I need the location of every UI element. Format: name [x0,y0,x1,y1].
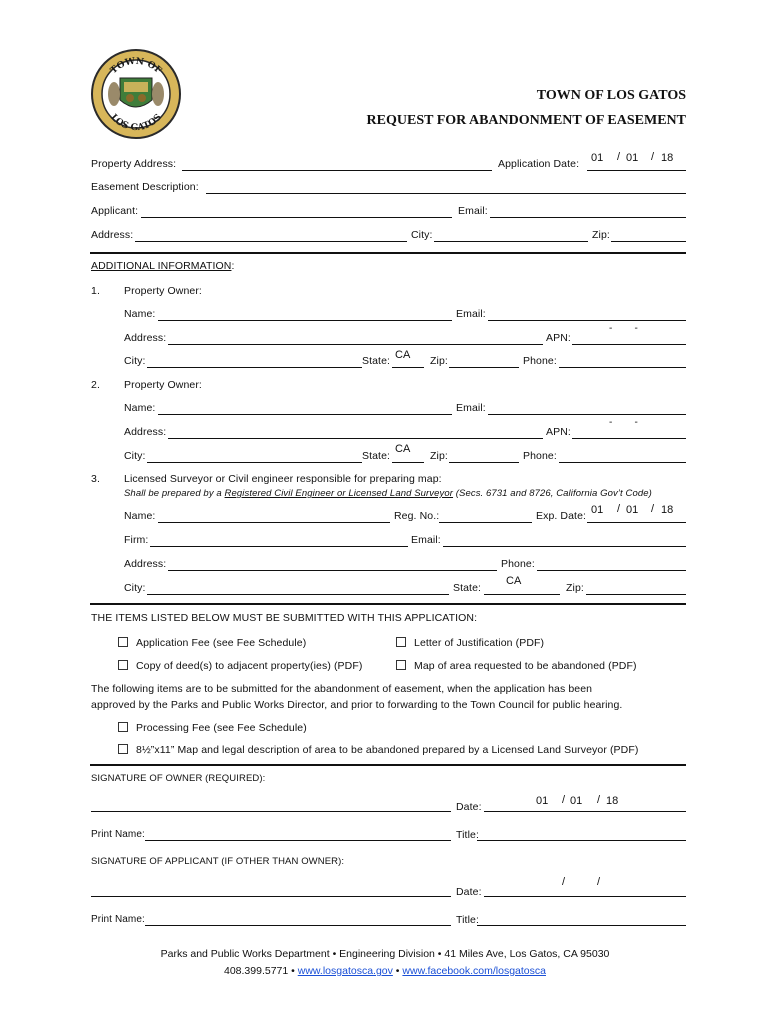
checklist-item[interactable]: Application Fee (see Fee Schedule) [118,637,306,649]
checklist-item[interactable]: 8½”x11” Map and legal description of area to be abandoned prepared by a Licensed Land Surveyor (PDF) [118,744,638,756]
owner-print-name-label: Print Name: [91,829,145,840]
application-date-field[interactable] [587,170,686,171]
section-divider [90,764,686,766]
checkbox[interactable] [396,637,406,647]
surveyor-reg-label: Reg. No.: [394,510,440,522]
surveyor-zip-label: Zip: [566,582,584,594]
owner1-name-label: Name: [124,308,156,320]
date-slash: / [597,876,601,888]
owner-title-label: Title: [456,829,479,841]
owner1-phone-field[interactable] [559,367,686,368]
date-slash: / [651,503,655,515]
applicant-title-field[interactable] [477,925,686,926]
seal-top-text: TOWN OF [108,56,164,77]
surveyor-address-field[interactable] [168,570,497,571]
date-slash: / [651,151,655,163]
page-title: TOWN OF LOS GATOS [536,88,686,103]
surveyor-number: 3. [91,473,100,485]
surveyor-city-label: City: [124,582,146,594]
surveyor-state-label: State: [453,582,482,594]
owner2-apn-dashes: - - [609,417,638,428]
applicant-city-field[interactable] [434,241,588,242]
date-slash: / [562,794,566,806]
surveyor-exp-day: 01 [626,504,639,516]
date-slash: / [617,503,621,515]
applicant-city-label: City: [411,229,433,241]
surveyor-firm-label: Firm: [124,534,149,546]
additional-info-heading: ADDITIONAL INFORMATION: [91,260,235,272]
checkbox[interactable] [118,744,128,754]
owner-title-field[interactable] [477,840,686,841]
owner2-apn-label: APN: [546,426,571,438]
applicant-print-name-field[interactable] [145,925,451,926]
footer-phone: 408.399.5771 [224,965,289,977]
surveyor-exp-month: 01 [591,504,604,516]
checklist-item[interactable]: Map of area requested to be abandoned (PDF) [396,660,637,672]
application-date-day: 01 [626,152,639,164]
applicant-signature-field[interactable] [91,896,451,897]
seal-bottom-text: LOS GATOS [108,112,164,134]
checkbox[interactable] [118,660,128,670]
owner2-zip-label: Zip: [430,450,448,462]
applicant-field[interactable] [141,217,452,218]
checklist-item[interactable]: Copy of deed(s) to adjacent property(ies) (PDF) [118,660,362,672]
surveyor-name-label: Name: [124,510,156,522]
surveyor-city-field[interactable] [147,594,449,595]
owner-signature-field[interactable] [91,811,451,812]
owner1-apn-label: APN: [546,332,571,344]
checkbox[interactable] [118,722,128,732]
owner2-address-label: Address: [124,426,167,438]
applicant-print-name-label: Print Name: [91,914,145,925]
applicant-zip-label: Zip: [592,229,610,241]
application-date-label: Application Date: [498,158,580,170]
owner2-state-field[interactable] [392,462,424,463]
surveyor-phone-label: Phone: [501,558,535,570]
surveyor-reg-field[interactable] [439,522,532,523]
property-address-field[interactable] [182,170,492,171]
owner1-email-label: Email: [456,308,486,320]
owner2-phone-field[interactable] [559,462,686,463]
owner2-name-field[interactable] [158,414,452,415]
owner2-zip-field[interactable] [449,462,519,463]
items-heading: THE ITEMS LISTED BELOW MUST BE SUBMITTED WITH THIS APPLICATION: [91,612,478,624]
surveyor-state-field[interactable] [484,594,560,595]
applicant-signature-heading: SIGNATURE OF APPLICANT (IF OTHER THAN OWNER): [91,856,345,867]
surveyor-email-field[interactable] [443,546,686,547]
owner2-name-label: Name: [124,402,156,414]
surveyor-exp-year: 18 [661,504,674,516]
applicant-label: Applicant: [91,205,139,217]
owner1-city-label: City: [124,355,146,367]
section-divider [90,603,686,605]
owner1-state-field[interactable] [392,367,424,368]
surveyor-exp-label: Exp. Date: [536,510,587,522]
surveyor-exp-field[interactable] [587,522,686,523]
application-date-month: 01 [591,152,604,164]
owner1-title: Property Owner: [124,285,202,297]
owner2-address-field[interactable] [168,438,543,439]
surveyor-firm-field[interactable] [150,546,408,547]
owner-date-year: 18 [606,795,619,807]
owner2-state-value: CA [395,443,411,455]
checkbox[interactable] [396,660,406,670]
owner1-state-value: CA [395,349,411,361]
surveyor-title: Licensed Surveyor or Civil engineer responsible for preparing map: [124,473,442,485]
section-divider [90,252,686,254]
owner2-city-label: City: [124,450,146,462]
instructions-line-2: approved by the Parks and Public Works Director, and prior to forwarding to the Town Council for public hearing. [91,699,623,711]
surveyor-name-field[interactable] [158,522,390,523]
owner2-state-label: State: [362,450,391,462]
applicant-date-field[interactable] [484,896,686,897]
owner-date-month: 01 [536,795,549,807]
owner1-apn-dashes: - - [609,323,638,334]
owner-date-label: Date: [456,801,482,813]
applicant-zip-field[interactable] [611,241,686,242]
owner1-zip-field[interactable] [449,367,519,368]
owner2-email-field[interactable] [488,414,686,415]
surveyor-zip-field[interactable] [586,594,686,595]
application-date-year: 18 [661,152,674,164]
property-address-label: Property Address: [91,158,177,170]
owner1-name-field[interactable] [158,320,452,321]
owner2-city-field[interactable] [147,462,362,463]
owner1-email-field[interactable] [488,320,686,321]
surveyor-phone-field[interactable] [537,570,686,571]
owner1-phone-label: Phone: [523,355,557,367]
owner1-zip-label: Zip: [430,355,448,367]
owner2-number: 2. [91,379,100,391]
owner2-email-label: Email: [456,402,486,414]
owner1-address-label: Address: [124,332,167,344]
footer-contact: 408.399.5771 • www.losgatosca.gov • www.facebook.com/losgatosca [224,965,546,977]
owner2-apn-field[interactable] [572,438,686,439]
footer-address: Parks and Public Works Department • Engineering Division • 41 Miles Ave, Los Gatos, CA 95030 [160,948,610,960]
checklist-item[interactable]: Processing Fee (see Fee Schedule) [118,722,307,734]
easement-description-label: Easement Description: [91,181,199,193]
surveyor-state-value: CA [506,575,522,587]
applicant-email-label: Email: [458,205,488,217]
owner1-city-field[interactable] [147,367,362,368]
owner1-number: 1. [91,285,100,297]
surveyor-address-label: Address: [124,558,167,570]
surveyor-email-label: Email: [411,534,441,546]
easement-description-field[interactable] [206,193,686,194]
owner-date-day: 01 [570,795,583,807]
date-slash: / [597,794,601,806]
owner-date-field[interactable] [484,811,686,812]
date-slash: / [562,876,566,888]
applicant-address-label: Address: [91,229,134,241]
checklist-item[interactable]: Letter of Justification (PDF) [396,637,544,649]
owner2-phone-label: Phone: [523,450,557,462]
checkbox[interactable] [118,637,128,647]
website-link[interactable]: www.losgatosca.gov [297,965,393,977]
applicant-title-label: Title: [456,914,479,926]
applicant-address-field[interactable] [135,241,407,242]
town-seal [90,48,182,140]
owner1-state-label: State: [362,355,391,367]
owner2-title: Property Owner: [124,379,202,391]
owner1-address-field[interactable] [168,344,543,345]
applicant-date-label: Date: [456,886,482,898]
instructions-line-1: The following items are to be submitted for the abandonment of easement, when the application has been [91,683,593,695]
owner-print-name-field[interactable] [145,840,451,841]
surveyor-note: Shall be prepared by a Registered Civil Engineer or Licensed Land Surveyor (Secs. 6731 and 8726, California Gov’t Code) [124,488,652,499]
owner1-apn-field[interactable] [572,344,686,345]
applicant-email-field[interactable] [490,217,686,218]
date-slash: / [617,151,621,163]
facebook-link[interactable]: www.facebook.com/losgatosca [402,965,546,977]
owner-signature-heading: SIGNATURE OF OWNER (REQUIRED): [91,773,266,784]
seal-emblem-icon [90,48,182,140]
page-subtitle: REQUEST FOR ABANDONMENT OF EASEMENT [366,113,686,128]
